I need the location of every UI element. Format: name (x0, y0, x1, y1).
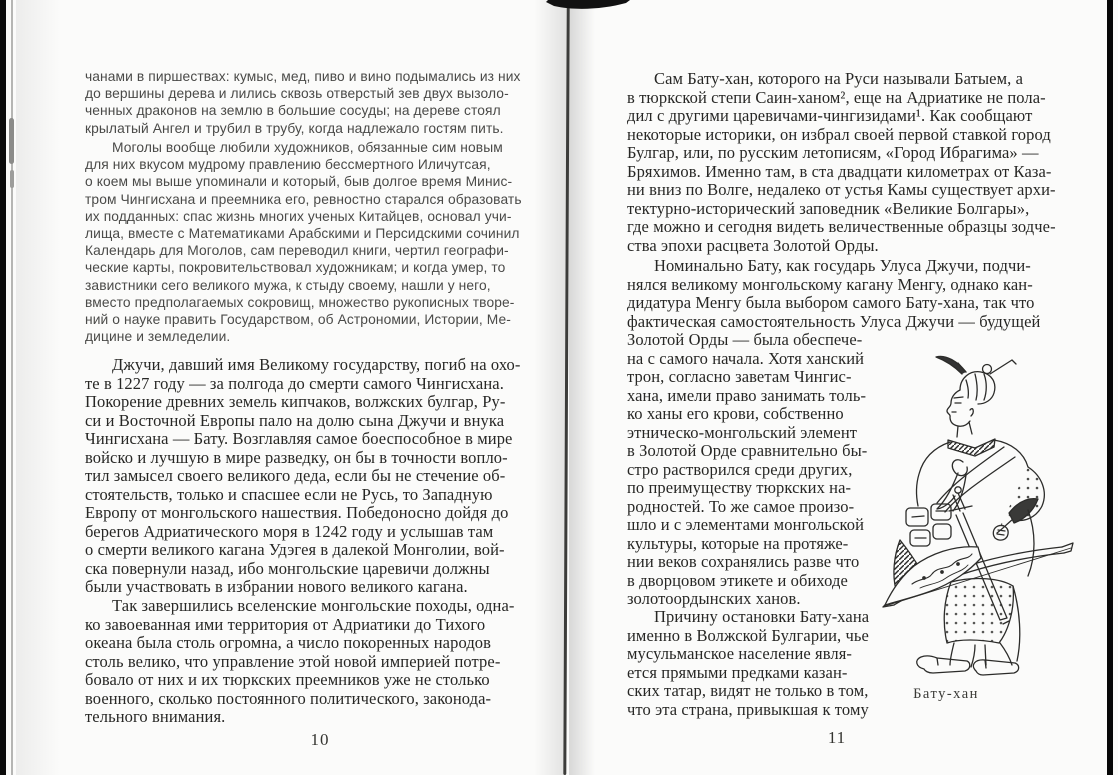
text-line: Календарь для Моголов, сам переводил книги, чертил географи- (85, 243, 509, 259)
text-line: ко ханы его крови, собственно (627, 404, 844, 423)
text-line: были участвовать в избрании нового великого кагана. (85, 577, 468, 596)
text-line: Так завершились вселенские монгольские походы, одна- (112, 596, 515, 615)
text-line: по преимуществу тюркских на- (627, 478, 852, 497)
text-line: океана была столь огромна, а число покоренных народов (85, 633, 492, 652)
text-line: Булгар, или, по русским летописям, «Город Ибрагима» — (627, 143, 1039, 162)
text-line: о смерти великого кагана Удэгея в далекой Монголии, вой- (85, 540, 505, 559)
text-line: в Золотой Орде сравнительно бы- (627, 441, 868, 460)
text-line: фактическая самостоятельность Улуса Джучи — будущей (627, 311, 1041, 331)
text-line: хана, имели право занимать толь- (627, 385, 867, 405)
right-page-number: 11 (827, 728, 847, 747)
text-line: ческие карты, покровительствовал художникам; и когда умер, то (85, 260, 506, 276)
text-line: Золотой Орды — была обеспече- (627, 330, 863, 349)
paragraph-nominal-batu-wide (627, 257, 1087, 331)
text-line: их подданных: спас жизнь многих ученых Китайцев, основал учи- (85, 208, 512, 224)
text-line: в дворцовом этикете и обиходе (627, 570, 848, 590)
text-line: дил с другими царевичами-чингизидами¹. Как сообщают (627, 106, 1033, 125)
text-line: Моголы вообще любили художников, обязанные сим новым (112, 140, 503, 155)
text-line: тельного внимания. (85, 707, 226, 726)
text-line: вместо предполагаемых сокровищ, множество рукописных творе- (85, 294, 515, 310)
text-line: Чингисхана — Бату. Возглавляя самое боеспособное в мире (85, 429, 513, 448)
text-line: си и Восточной Европы пало на долю сына Джучи и внука (85, 410, 505, 430)
text-line: Сам Бату-хан, которого на Руси называли Батыем, а (654, 69, 1024, 88)
paragraph-juchi (85, 356, 567, 597)
text-line: мусульманское население явля- (627, 644, 853, 663)
text-line: трон, согласно заветам Чингис- (627, 367, 852, 386)
text-line: нялся великому монгольскому кагану Менгу, однако кан- (627, 274, 1033, 294)
gutter-shadow-right (569, 0, 595, 775)
text-line: стро растворился среди других, (627, 459, 853, 479)
text-line: в тюркской степи Саин-ханом², еще на Адриатике не пола- (627, 87, 1046, 107)
text-line: ни вниз по Волге, недалеко от устья Камы существует архи- (627, 180, 1056, 199)
batu-khan-illustration (854, 350, 1088, 682)
scan-left-edge-bar (0, 0, 6, 775)
text-line: бовало от них и их тюркских преемников уже не столько (85, 670, 490, 689)
text-line: до вершины дерева и лились сквозь отверстый зев двух вызоло- (85, 86, 509, 102)
text-line: ченных драконов на землю в большие сосуды; на дереве стоял (85, 103, 501, 119)
scan-left-edge-line (11, 0, 13, 775)
text-line: где можно и сегодня видеть величественные образцы зодче- (627, 217, 1056, 236)
text-line: о коем мы выше упоминали и который, быв долгое время Минис- (85, 174, 513, 190)
text-line: культуры, которые на протяже- (627, 533, 849, 553)
text-line: военного, сколько постоянного политического, законода- (85, 688, 492, 708)
left-page-shadow (16, 0, 60, 775)
text-line: ется прямыми предками казан- (627, 662, 848, 682)
text-line: берегов Адриатического моря в 1242 году и услышав там (85, 521, 494, 541)
text-line: золотоордынских ханов. (627, 589, 801, 608)
text-line: ко завоеванная ими территория от Адриатики до Тихого (85, 614, 486, 634)
paragraph-feast-description (85, 68, 567, 137)
text-line: тектурно-исторический заповедник «Великие Болгары», (627, 198, 1030, 218)
text-line: шло и с элементами монгольской (627, 515, 865, 534)
text-line: Номинально Бату, как государь Улуса Джучи, подчи- (654, 256, 1031, 275)
scan-right-edge-bar (1107, 0, 1113, 775)
text-line: некоторые историки, он избрал своей первой ставкой город (627, 124, 1051, 144)
text-line: чанами в пиршествах: кумыс, мед, пиво и вино подымались из них (85, 69, 521, 84)
text-line: лища, вместе с Математиками Арабскими и Персидскими сочинил (85, 226, 520, 242)
text-line: Бряхимов. Именно там, в ста двадцати километрах от Каза- (627, 161, 1052, 181)
text-line: нии веков сохранялись разве что (627, 552, 860, 571)
text-line: Покорение древних земель кипчаков, волжских булгар, Ру- (85, 392, 506, 411)
text-line: завистники сего великого мужа, к стыду своему, нашли у него, (85, 277, 491, 293)
text-line: ска повернули назад, ибо монгольские царевичи должны (85, 558, 490, 578)
paragraph-moguls-artists (85, 139, 567, 345)
text-line: Причину остановки Бату-хана (654, 607, 870, 626)
gutter-top-fold-mark (546, 0, 632, 16)
text-line: тром Чингисхана и преемника его, ревностно старался образовать (85, 191, 522, 207)
text-line: на с самого начала. Хотя ханский (627, 348, 865, 368)
text-line: столь велико, что управление этой новой империей потре- (85, 651, 501, 671)
text-line: Европу от монгольского нашествия. Победоносно дойдя до (85, 503, 509, 522)
text-line: ских татар, видят не только в том, (627, 681, 869, 700)
scan-edge-smudge (10, 170, 14, 188)
text-line: тил замысел своего великого деда, если бы не стечение об- (85, 466, 506, 485)
text-line: родностей. То же самое произо- (627, 496, 855, 516)
left-page-number: 10 (310, 730, 330, 749)
text-line: для них вкусом мудрому правлению бессмертного Иличутсая, (85, 157, 491, 173)
text-line: что эта страна, привыкшая к тому (627, 699, 869, 719)
text-line: дидатура Менгу была выбором самого Бату-хана, так что (627, 293, 1035, 312)
text-line: именно в Волжской Булгарии, чье (627, 625, 869, 645)
figure-caption: Бату-хан (913, 686, 979, 702)
text-line: Джучи, давший имя Великому государству, погиб на охо- (112, 355, 521, 374)
text-line: ства эпохи расцвета Золотой Орды. (627, 235, 879, 255)
text-line: дицине и земледелии. (85, 329, 231, 345)
text-line: этническо-монгольский элемент (627, 422, 858, 442)
paragraph-batu-khan-intro (627, 70, 1087, 255)
text-line: стоятельств, только и спасшее если не Русь, то Западную (85, 484, 493, 504)
text-line: крылатый Ангел и трубил в трубу, когда надлежало гостям пить. (85, 120, 504, 136)
text-line: ний о науке править Государством, об Астрономии, Истории, Ме- (85, 312, 511, 328)
text-line: войско и лучшую в мире разведку, он бы в точности вопло- (85, 447, 508, 467)
paragraph-campaigns-end (85, 597, 567, 727)
scan-edge-smudge (9, 118, 14, 164)
text-line: те в 1227 году — за полгода до смерти самого Чингисхана. (85, 373, 504, 393)
